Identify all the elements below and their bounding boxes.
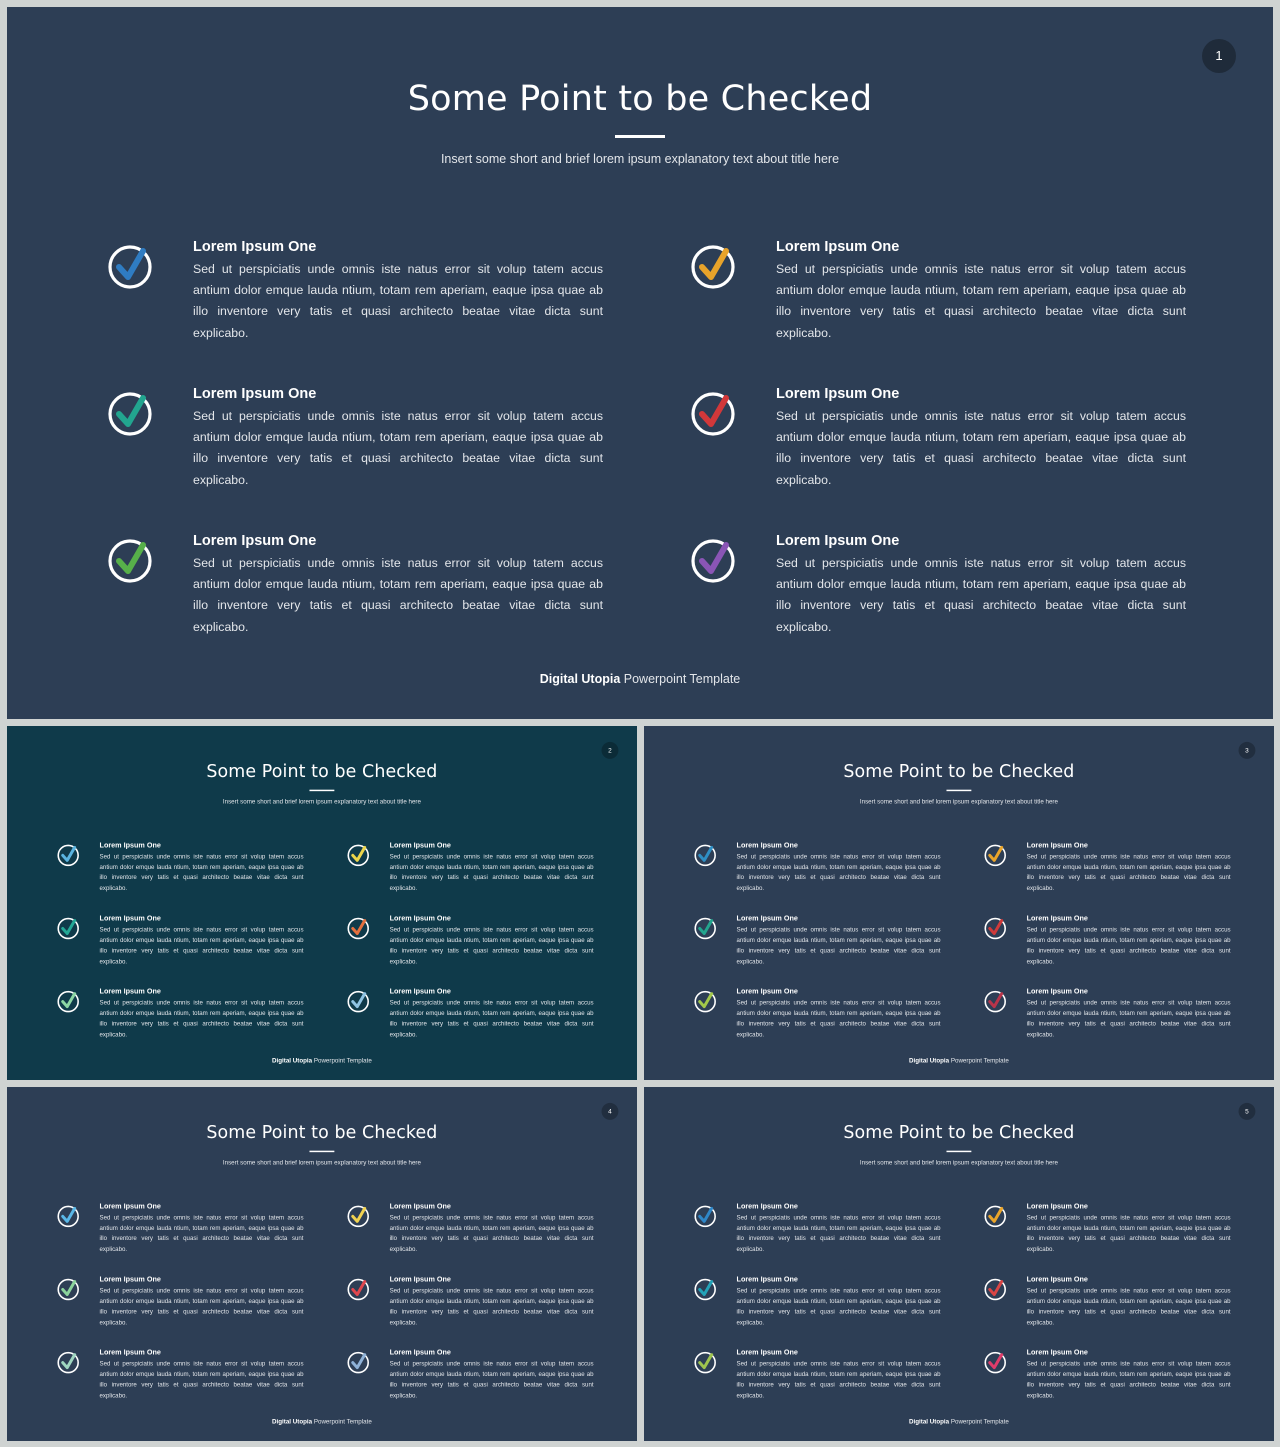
checklist-item-title: Lorem Ipsum One: [1026, 1275, 1088, 1284]
check-circle-icon: [107, 388, 157, 438]
slide-2[interactable]: [7, 726, 637, 1080]
footer-brand: Digital Utopia: [272, 1417, 313, 1425]
checklist-item-title: Lorem Ipsum One: [99, 841, 161, 850]
checklist-item-text: Sed ut perspiciatis unde omnis iste natus error sit volup tatem accus antium dolor emque lauda ntium, totam rem aperiam, eaque ipsa quae ab illo inventore very tatis et quasi architecto beatae vitae dicta sunt explicabo.: [776, 409, 1186, 487]
checklist-item-title: Lorem Ipsum One: [99, 1348, 161, 1357]
checklist-item-text: Sed ut perspiciatis unde omnis iste natus error sit volup tatem accus antium dolor emque lauda ntium, totam rem aperiam, eaque ipsa quae ab illo inventore very tatis et quasi architecto beatae vitae dicta sunt explicabo.: [389, 1286, 594, 1326]
checklist-item-title: Lorem Ipsum One: [736, 1202, 798, 1211]
checklist-item: [694, 1202, 943, 1262]
slide-number-badge: 1: [1202, 39, 1236, 73]
checklist-item: [694, 915, 943, 975]
check-circle-icon: [694, 1350, 719, 1375]
slide-subtitle: Insert some short and brief lorem ipsum explanatory text about title here: [859, 1159, 1058, 1167]
slide-canvas: [644, 726, 1274, 1080]
checklist-item-text: Sed ut perspiciatis unde omnis iste natus error sit volup tatem accus antium dolor emque lauda ntium, totam rem aperiam, eaque ipsa quae ab illo inventore very tatis et quasi architecto beatae vitae dicta sunt explicabo.: [389, 925, 594, 965]
checklist-item-text: Sed ut perspiciatis unde omnis iste natus error sit volup tatem accus antium dolor emque lauda ntium, totam rem aperiam, eaque ipsa quae ab illo inventore very tatis et quasi architecto beatae vitae dicta sunt explicabo.: [99, 1213, 304, 1253]
checklist-item-text: Sed ut perspiciatis unde omnis iste natus error sit volup tatem accus antium dolor emque lauda ntium, totam rem aperiam, eaque ipsa quae ab illo inventore very tatis et quasi architecto beatae vitae dicta sunt explicabo.: [1026, 1360, 1231, 1399]
checklist-item: [690, 239, 1190, 359]
checklist-item: [690, 533, 1190, 653]
title-underline: [615, 135, 665, 138]
slide-footer: [644, 1418, 1274, 1425]
slide-title: Some Point to be Checked: [206, 1122, 438, 1143]
checklist-item: [347, 1202, 596, 1262]
slide-footer: [7, 672, 1273, 686]
slide-title: Some Point to be Checked: [843, 761, 1075, 782]
check-circle-icon: [347, 989, 372, 1014]
checklist-item-text: Sed ut perspiciatis unde omnis iste natus error sit volup tatem accus antium dolor emque lauda ntium, totam rem aperiam, eaque ipsa quae ab illo inventore very tatis et quasi architecto beatae vitae dicta sunt explicabo.: [736, 1286, 941, 1326]
slide-title: Some Point to be Checked: [206, 761, 438, 782]
slide-footer: [644, 1057, 1274, 1064]
slide-footer: [7, 1418, 637, 1425]
checklist-item-text: Sed ut perspiciatis unde omnis iste natus error sit volup tatem accus antium dolor emque lauda ntium, totam rem aperiam, eaque ipsa quae ab illo inventore very tatis et quasi architecto beatae vitae dicta sunt explicabo.: [1026, 1286, 1231, 1326]
footer-text: Powerpoint Template: [312, 1056, 372, 1064]
check-circle-icon: [347, 1350, 372, 1375]
checklist-item-title: Lorem Ipsum One: [389, 841, 451, 850]
checklist-item-title: Lorem Ipsum One: [736, 914, 798, 923]
checklist-item-text: Sed ut perspiciatis unde omnis iste natus error sit volup tatem accus antium dolor emque lauda ntium, totam rem aperiam, eaque ipsa quae ab illo inventore very tatis et quasi architecto beatae vitae dicta sunt explicabo.: [736, 852, 941, 892]
checklist-item-title: Lorem Ipsum One: [389, 1348, 451, 1357]
checklist-item-text: Sed ut perspiciatis unde omnis iste natus error sit volup tatem accus antium dolor emque lauda ntium, totam rem aperiam, eaque ipsa quae ab illo inventore very tatis et quasi architecto beatae vitae dicta sunt explicabo.: [193, 556, 603, 634]
checklist-item-title: Lorem Ipsum One: [99, 1275, 161, 1284]
slide-canvas: [7, 726, 637, 1080]
check-circle-icon: [984, 916, 1009, 941]
checklist-item-title: Lorem Ipsum One: [736, 1275, 798, 1284]
checklist-item-title: Lorem Ipsum One: [736, 987, 798, 996]
check-circle-icon: [57, 1203, 82, 1228]
slide-subtitle: Insert some short and brief lorem ipsum explanatory text about title here: [440, 152, 840, 166]
checklist-item-title: Lorem Ipsum One: [389, 1275, 451, 1284]
checklist-item-text: Sed ut perspiciatis unde omnis iste natus error sit volup tatem accus antium dolor emque lauda ntium, totam rem aperiam, eaque ipsa quae ab illo inventore very tatis et quasi architecto beatae vitae dicta sunt explicabo.: [99, 852, 304, 892]
footer-brand: Digital Utopia: [539, 672, 621, 686]
checklist-item: [984, 988, 1233, 1048]
checklist-item-text: Sed ut perspiciatis unde omnis iste natus error sit volup tatem accus antium dolor emque lauda ntium, totam rem aperiam, eaque ipsa quae ab illo inventore very tatis et quasi architecto beatae vitae dicta sunt explicabo.: [99, 925, 304, 965]
footer-text: Powerpoint Template: [620, 672, 741, 686]
title-underline: [946, 790, 971, 791]
slide-5[interactable]: [644, 1087, 1274, 1441]
slide-4[interactable]: [7, 1087, 637, 1441]
footer-text: Powerpoint Template: [949, 1056, 1009, 1064]
slide-number-badge: 4: [602, 1103, 619, 1120]
checklist-item: [57, 988, 306, 1048]
checklist-item-title: Lorem Ipsum One: [389, 987, 451, 996]
slide-subtitle: Insert some short and brief lorem ipsum explanatory text about title here: [859, 798, 1058, 806]
check-circle-icon: [984, 1203, 1009, 1228]
check-circle-icon: [347, 1203, 372, 1228]
checklist-item-text: Sed ut perspiciatis unde omnis iste natus error sit volup tatem accus antium dolor emque lauda ntium, totam rem aperiam, eaque ipsa quae ab illo inventore very tatis et quasi architecto beatae vitae dicta sunt explicabo.: [1026, 925, 1231, 965]
checklist-item: [694, 988, 943, 1048]
slide-subtitle: Insert some short and brief lorem ipsum explanatory text about title here: [222, 1159, 421, 1167]
checklist-item-text: Sed ut perspiciatis unde omnis iste natus error sit volup tatem accus antium dolor emque lauda ntium, totam rem aperiam, eaque ipsa quae ab illo inventore very tatis et quasi architecto beatae vitae dicta sunt explicabo.: [389, 1360, 594, 1399]
checklist-item-title: Lorem Ipsum One: [99, 1202, 161, 1211]
check-circle-icon: [694, 916, 719, 941]
slide-canvas: [7, 7, 1273, 719]
checklist-item: [984, 1202, 1233, 1262]
check-circle-icon: [694, 1277, 719, 1302]
check-circle-icon: [984, 842, 1009, 867]
slide-title: Some Point to be Checked: [407, 79, 873, 119]
check-circle-icon: [984, 1350, 1009, 1375]
checklist-item: [57, 841, 306, 901]
check-circle-icon: [57, 842, 82, 867]
checklist-item-text: Sed ut perspiciatis unde omnis iste natus error sit volup tatem accus antium dolor emque lauda ntium, totam rem aperiam, eaque ipsa quae ab illo inventore very tatis et quasi architecto beatae vitae dicta sunt explicabo.: [1026, 852, 1231, 892]
checklist-item: [984, 1276, 1233, 1336]
checklist-item: [57, 1349, 306, 1409]
checklist-item: [57, 915, 306, 975]
checklist-item-text: Sed ut perspiciatis unde omnis iste natus error sit volup tatem accus antium dolor emque lauda ntium, totam rem aperiam, eaque ipsa quae ab illo inventore very tatis et quasi architecto beatae vitae dicta sunt explicabo.: [736, 1360, 941, 1399]
checklist-item-title: Lorem Ipsum One: [1026, 1348, 1088, 1357]
check-circle-icon: [57, 1277, 82, 1302]
check-circle-icon: [984, 1277, 1009, 1302]
checklist-item-text: Sed ut perspiciatis unde omnis iste natus error sit volup tatem accus antium dolor emque lauda ntium, totam rem aperiam, eaque ipsa quae ab illo inventore very tatis et quasi architecto beatae vitae dicta sunt explicabo.: [776, 556, 1186, 634]
slide-canvas: [7, 1087, 637, 1441]
checklist-item-title: Lorem Ipsum One: [1026, 914, 1088, 923]
check-circle-icon: [57, 989, 82, 1014]
checklist-item-title: Lorem Ipsum One: [776, 533, 900, 549]
checklist-item-title: Lorem Ipsum One: [193, 386, 317, 402]
checklist-item: [107, 533, 607, 653]
checklist-item-title: Lorem Ipsum One: [1026, 1202, 1088, 1211]
title-underline: [946, 1151, 971, 1152]
checklist-item: [694, 1349, 943, 1409]
check-circle-icon: [347, 916, 372, 941]
checklist-item-title: Lorem Ipsum One: [193, 533, 317, 549]
footer-text: Powerpoint Template: [949, 1417, 1009, 1425]
checklist-item: [690, 386, 1190, 506]
slide-3[interactable]: [644, 726, 1274, 1080]
checklist-item: [107, 386, 607, 506]
checklist-item-title: Lorem Ipsum One: [389, 1202, 451, 1211]
check-circle-icon: [694, 989, 719, 1014]
checklist-item-title: Lorem Ipsum One: [193, 239, 317, 255]
checklist-item: [694, 1276, 943, 1336]
checklist-item-text: Sed ut perspiciatis unde omnis iste natus error sit volup tatem accus antium dolor emque lauda ntium, totam rem aperiam, eaque ipsa quae ab illo inventore very tatis et quasi architecto beatae vitae dicta sunt explicabo.: [99, 999, 304, 1038]
checklist-item-text: Sed ut perspiciatis unde omnis iste natus error sit volup tatem accus antium dolor emque lauda ntium, totam rem aperiam, eaque ipsa quae ab illo inventore very tatis et quasi architecto beatae vitae dicta sunt explicabo.: [389, 852, 594, 892]
checklist-item-title: Lorem Ipsum One: [1026, 987, 1088, 996]
slide-canvas: [644, 1087, 1274, 1441]
checklist-item-text: Sed ut perspiciatis unde omnis iste natus error sit volup tatem accus antium dolor emque lauda ntium, totam rem aperiam, eaque ipsa quae ab illo inventore very tatis et quasi architecto beatae vitae dicta sunt explicabo.: [389, 999, 594, 1038]
checklist-item-title: Lorem Ipsum One: [736, 841, 798, 850]
checklist-item-text: Sed ut perspiciatis unde omnis iste natus error sit volup tatem accus antium dolor emque lauda ntium, totam rem aperiam, eaque ipsa quae ab illo inventore very tatis et quasi architecto beatae vitae dicta sunt explicabo.: [193, 262, 603, 340]
checklist-item-text: Sed ut perspiciatis unde omnis iste natus error sit volup tatem accus antium dolor emque lauda ntium, totam rem aperiam, eaque ipsa quae ab illo inventore very tatis et quasi architecto beatae vitae dicta sunt explicabo.: [736, 1213, 941, 1253]
checklist-item-title: Lorem Ipsum One: [99, 987, 161, 996]
checklist-item-text: Sed ut perspiciatis unde omnis iste natus error sit volup tatem accus antium dolor emque lauda ntium, totam rem aperiam, eaque ipsa quae ab illo inventore very tatis et quasi architecto beatae vitae dicta sunt explicabo.: [736, 925, 941, 965]
title-underline: [309, 1151, 334, 1152]
check-circle-icon: [694, 1203, 719, 1228]
checklist-item-text: Sed ut perspiciatis unde omnis iste natus error sit volup tatem accus antium dolor emque lauda ntium, totam rem aperiam, eaque ipsa quae ab illo inventore very tatis et quasi architecto beatae vitae dicta sunt explicabo.: [99, 1360, 304, 1399]
checklist-item: [107, 239, 607, 359]
checklist-item-text: Sed ut perspiciatis unde omnis iste natus error sit volup tatem accus antium dolor emque lauda ntium, totam rem aperiam, eaque ipsa quae ab illo inventore very tatis et quasi architecto beatae vitae dicta sunt explicabo.: [736, 999, 941, 1038]
slide-title: Some Point to be Checked: [843, 1122, 1075, 1143]
check-circle-icon: [107, 241, 157, 291]
checklist-item: [694, 841, 943, 901]
checklist-item-text: Sed ut perspiciatis unde omnis iste natus error sit volup tatem accus antium dolor emque lauda ntium, totam rem aperiam, eaque ipsa quae ab illo inventore very tatis et quasi architecto beatae vitae dicta sunt explicabo.: [389, 1213, 594, 1253]
slide-number-badge: 3: [1239, 742, 1256, 759]
check-circle-icon: [347, 1277, 372, 1302]
check-circle-icon: [57, 1350, 82, 1375]
checklist-item: [347, 988, 596, 1048]
checklist-item: [984, 1349, 1233, 1409]
checklist-item: [57, 1276, 306, 1336]
checklist-item-text: Sed ut perspiciatis unde omnis iste natus error sit volup tatem accus antium dolor emque lauda ntium, totam rem aperiam, eaque ipsa quae ab illo inventore very tatis et quasi architecto beatae vitae dicta sunt explicabo.: [99, 1286, 304, 1326]
checklist-item: [347, 1349, 596, 1409]
footer-text: Powerpoint Template: [312, 1417, 372, 1425]
check-circle-icon: [690, 535, 740, 585]
title-underline: [309, 790, 334, 791]
checklist-item-title: Lorem Ipsum One: [736, 1348, 798, 1357]
checklist-item-text: Sed ut perspiciatis unde omnis iste natus error sit volup tatem accus antium dolor emque lauda ntium, totam rem aperiam, eaque ipsa quae ab illo inventore very tatis et quasi architecto beatae vitae dicta sunt explicabo.: [1026, 1213, 1231, 1253]
checklist-item-title: Lorem Ipsum One: [99, 914, 161, 923]
check-circle-icon: [347, 842, 372, 867]
checklist-item: [57, 1202, 306, 1262]
checklist-item-title: Lorem Ipsum One: [389, 914, 451, 923]
checklist-item-text: Sed ut perspiciatis unde omnis iste natus error sit volup tatem accus antium dolor emque lauda ntium, totam rem aperiam, eaque ipsa quae ab illo inventore very tatis et quasi architecto beatae vitae dicta sunt explicabo.: [1026, 999, 1231, 1038]
footer-brand: Digital Utopia: [272, 1056, 313, 1064]
slide-footer: [7, 1057, 637, 1064]
checklist-item: [984, 915, 1233, 975]
checklist-item: [984, 841, 1233, 901]
footer-brand: Digital Utopia: [909, 1056, 950, 1064]
checklist-item-text: Sed ut perspiciatis unde omnis iste natus error sit volup tatem accus antium dolor emque lauda ntium, totam rem aperiam, eaque ipsa quae ab illo inventore very tatis et quasi architecto beatae vitae dicta sunt explicabo.: [193, 409, 603, 487]
check-circle-icon: [57, 916, 82, 941]
slide-1[interactable]: [7, 7, 1273, 719]
check-circle-icon: [690, 388, 740, 438]
checklist-item-title: Lorem Ipsum One: [1026, 841, 1088, 850]
footer-brand: Digital Utopia: [909, 1417, 950, 1425]
check-circle-icon: [984, 989, 1009, 1014]
check-circle-icon: [107, 535, 157, 585]
checklist-item-text: Sed ut perspiciatis unde omnis iste natus error sit volup tatem accus antium dolor emque lauda ntium, totam rem aperiam, eaque ipsa quae ab illo inventore very tatis et quasi architecto beatae vitae dicta sunt explicabo.: [776, 262, 1186, 340]
slide-subtitle: Insert some short and brief lorem ipsum explanatory text about title here: [222, 798, 421, 806]
checklist-item: [347, 915, 596, 975]
slide-number-badge: 5: [1239, 1103, 1256, 1120]
check-circle-icon: [694, 842, 719, 867]
checklist-item: [347, 1276, 596, 1336]
checklist-item-title: Lorem Ipsum One: [776, 386, 900, 402]
check-circle-icon: [690, 241, 740, 291]
slide-number-badge: 2: [602, 742, 619, 759]
checklist-item-title: Lorem Ipsum One: [776, 239, 900, 255]
checklist-item: [347, 841, 596, 901]
